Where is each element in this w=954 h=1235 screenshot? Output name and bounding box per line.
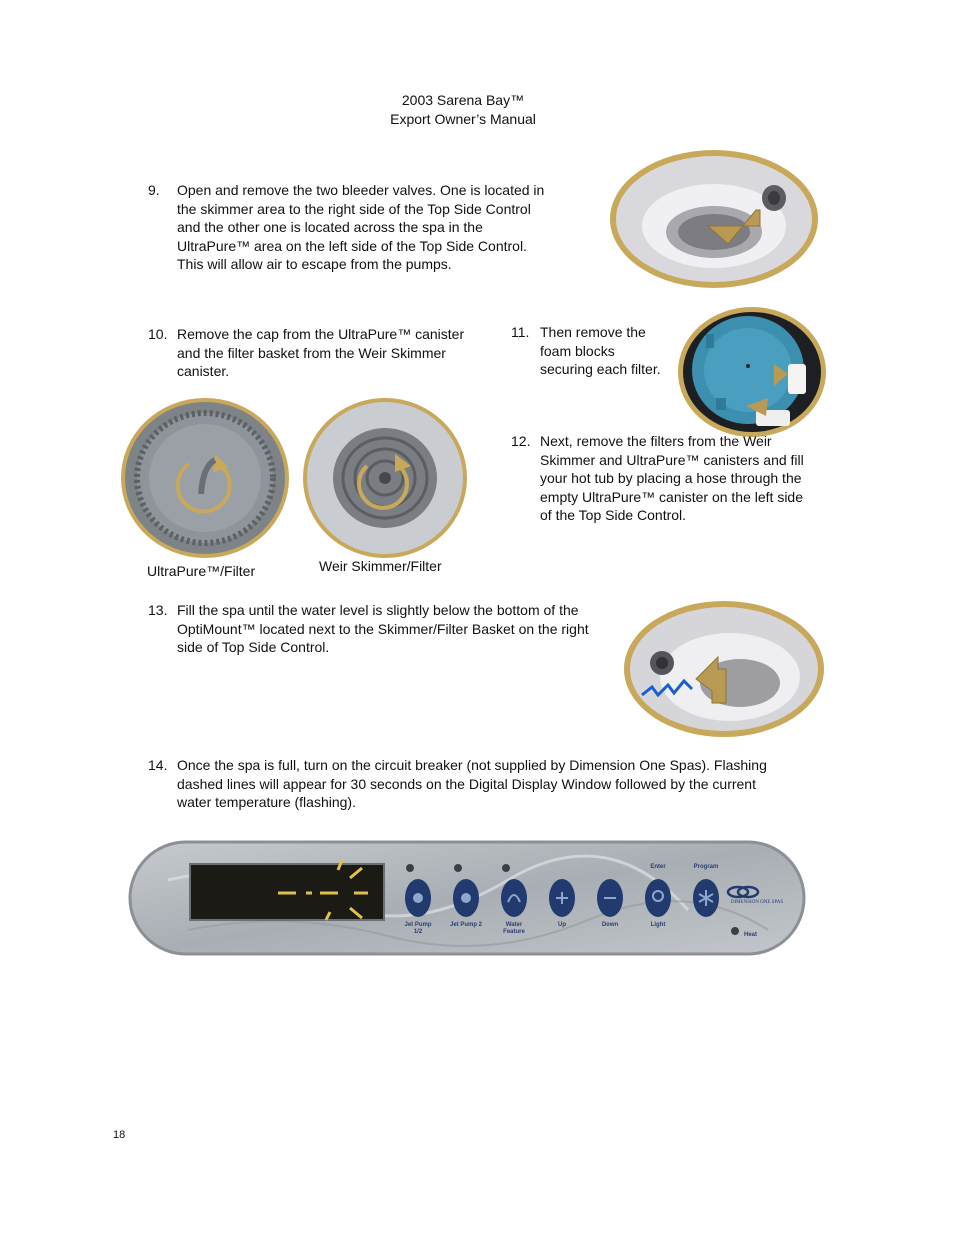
step-text: Then remove the foam blocks securing each filter. <box>540 324 661 377</box>
up-button[interactable] <box>544 862 580 918</box>
foam-block-photo <box>676 306 828 438</box>
header-title: 2003 Sarena Bay™ <box>401 92 525 108</box>
label-water-feature: Water Feature <box>503 922 525 935</box>
step-14 <box>148 756 788 812</box>
jet-pump-2-button[interactable] <box>448 862 484 918</box>
step-number: 11. <box>511 324 530 340</box>
heat-indicator-icon <box>730 926 740 936</box>
label-up: Up <box>558 922 566 928</box>
step-13 <box>148 601 618 657</box>
down-button[interactable] <box>592 862 628 918</box>
label-enter: Enter <box>650 864 666 870</box>
label-down: Down <box>601 922 619 928</box>
step-text: Once the spa is full, turn on the circuit breaker (not supplied by Dimension One Spas). Flashing dashed lines will appear for 30 seconds on the Digital Display Window followed by the current water temperature (flashing). <box>177 757 767 810</box>
step-number: 14. <box>148 757 168 773</box>
ultrapure-filter-photo <box>119 396 291 560</box>
step-text: Next, remove the filters from the Weir Skimmer and UltraPure™ canisters and fill your hot tub by placing a hose through the empty UltraPure™ canister on the left side of the Top Side Control. <box>540 433 804 523</box>
label-jet-pump-1-2: Jet Pump 1/2 <box>404 922 432 935</box>
water-feature-button[interactable] <box>496 862 532 918</box>
weir-skimmer-filter-photo <box>301 396 469 560</box>
label-jet-pump-2: Jet Pump 2 <box>449 922 482 928</box>
jet-pump-1-2-button[interactable] <box>400 862 436 918</box>
label-program: Program <box>693 864 719 870</box>
step-12 <box>511 432 816 525</box>
label-light: Light <box>650 922 666 928</box>
header-subtitle: Export Owner’s Manual <box>390 111 536 127</box>
brand-text: DIMENSION ONE SPAS <box>730 900 784 905</box>
step-text: Open and remove the two bleeder valves. One is located in the skimmer area to the right side of the Top Side Control and the other one is located across the spa in the UltraPure™ area on the left side of the Top Side Control. This will allow air to escape from the pumps. <box>177 182 545 272</box>
caption-weir: Weir Skimmer/Filter <box>319 558 442 574</box>
water-level-photo <box>622 599 826 739</box>
step-text: Fill the spa until the water level is slightly below the bottom of the OptiMount™ located next to the Skimmer/Filter Basket on the right side of Top Side Control. <box>177 602 589 655</box>
step-number: 13. <box>148 602 168 618</box>
dimension-one-logo-icon <box>726 882 786 902</box>
step-number: 9. <box>148 182 160 198</box>
step-10 <box>148 325 468 381</box>
page-number: 18 <box>113 1129 126 1141</box>
step-text: Remove the cap from the UltraPure™ canister and the filter basket from the Weir Skimmer canister. <box>177 326 465 379</box>
skimmer-photo <box>608 148 820 290</box>
document-header <box>300 91 626 129</box>
step-9 <box>148 181 548 274</box>
caption-ultrapure: UltraPure™/Filter <box>147 563 256 579</box>
step-number: 10. <box>148 326 168 342</box>
step-number: 12. <box>511 433 531 449</box>
step-11 <box>511 323 671 379</box>
label-heat: Heat <box>744 932 758 938</box>
